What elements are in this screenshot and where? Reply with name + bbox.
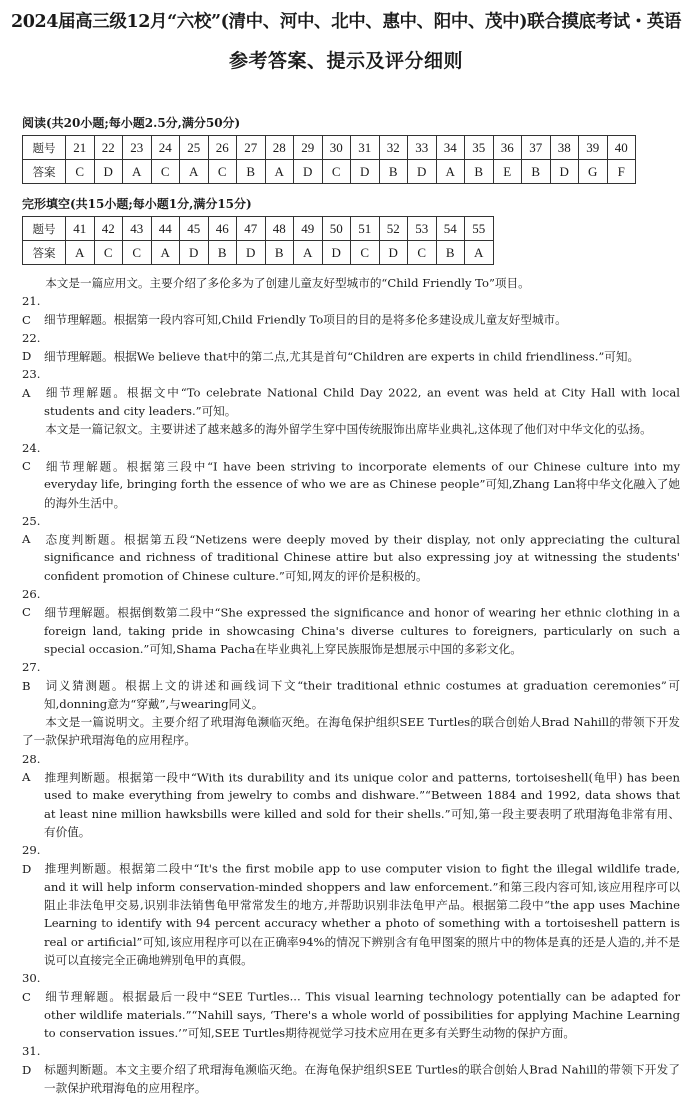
answer-cell: B <box>237 160 266 184</box>
row-label-answer: 答案 <box>23 241 66 265</box>
explanations-body <box>22 274 680 1097</box>
row-label-answer: 答案 <box>23 160 66 184</box>
question-number-cell: 45 <box>180 217 209 241</box>
answer-cell: E <box>493 160 522 184</box>
answer-cell: B <box>208 241 237 265</box>
question-number-cell: 30 <box>322 136 351 160</box>
answer-explanation <box>22 750 680 841</box>
answer-row <box>23 160 636 184</box>
answer-explanation <box>22 512 680 585</box>
question-number-cell: 48 <box>265 217 294 241</box>
answer-number: 22. D <box>22 330 41 364</box>
question-number-cell: 55 <box>465 217 494 241</box>
answer-cell: D <box>180 241 209 265</box>
answer-cell: A <box>151 241 180 265</box>
explanation-text: 细节理解题。根据文中“To celebrate National Child Day 2022, an event was held at City Hall with local students and city leaders.”可知。 <box>44 385 680 419</box>
cloze-section-heading: 完形填空(共15小题;每小题1分,满分15分) <box>22 197 252 211</box>
explanation-text: 细节理解题。根据第一段内容可知,Child Friendly To项目的目的是将多伦多建设成儿童友好型城市。 <box>44 312 567 327</box>
reading-section-heading: 阅读(共20小题;每小题2.5分,满分50分) <box>22 116 241 130</box>
answer-cell: B <box>265 241 294 265</box>
answer-cell: B <box>436 241 465 265</box>
answer-explanation <box>22 1042 680 1097</box>
answer-number: 29. D <box>22 843 41 876</box>
question-number-cell: 47 <box>237 217 266 241</box>
question-number-cell: 29 <box>294 136 323 160</box>
answer-number: 31. D <box>22 1044 41 1077</box>
answer-cell: C <box>94 241 123 265</box>
passage-summary: 本文是一篇说明文。主要介绍了玳瑁海龟濒临灭绝。在海龟保护组织SEE Turtles的联合创始人Brad Nahill的带领下开发了一款保护玳瑁海龟的应用程序。 <box>22 715 680 748</box>
answer-cell: D <box>322 241 351 265</box>
explanation-text: 细节理解题。根据倒数第二段中“She expressed the significance and honor of wearing her ethnic clothing in a foreign land, taking pride in showcasing China's diverse cultures to foreigners, particularly on such a special occasion.”可知,Shama Pacha在毕业典礼上穿民族服饰是想展示中国的多彩文化。 <box>44 605 680 656</box>
reading-answer-table <box>22 135 636 184</box>
question-number-cell: 25 <box>180 136 209 160</box>
question-number-cell: 42 <box>94 217 123 241</box>
answer-number: 24. C <box>22 440 41 473</box>
answer-cell: D <box>379 241 408 265</box>
answer-cell: A <box>123 160 152 184</box>
question-number-cell: 28 <box>265 136 294 160</box>
answer-row <box>23 241 494 265</box>
answer-cell: D <box>294 160 323 184</box>
answer-cell: D <box>351 160 380 184</box>
answer-cell: F <box>607 160 636 184</box>
question-number-cell: 27 <box>237 136 266 160</box>
question-number-cell: 52 <box>379 217 408 241</box>
answer-cell: C <box>408 241 437 265</box>
question-number-cell: 26 <box>208 136 237 160</box>
answer-cell: B <box>379 160 408 184</box>
answer-cell: C <box>351 241 380 265</box>
answer-cell: C <box>151 160 180 184</box>
answer-number: 21. C <box>22 294 41 327</box>
answer-cell: C <box>123 241 152 265</box>
question-number-cell: 54 <box>436 217 465 241</box>
answer-cell: C <box>322 160 351 184</box>
question-number-cell: 39 <box>579 136 608 160</box>
question-number-cell: 50 <box>322 217 351 241</box>
question-number-cell: 51 <box>351 217 380 241</box>
question-number-cell: 35 <box>465 136 494 160</box>
question-number-cell: 31 <box>351 136 380 160</box>
answer-cell: B <box>465 160 494 184</box>
explanation-text: 词义猜测题。根据上文的讲述和画线词下文“their traditional ethnic costumes at graduation ceremonies”可知,donning意为“穿戴”,与wearing同义。 <box>44 678 680 711</box>
answer-cell: C <box>66 160 95 184</box>
answer-cell: A <box>294 241 323 265</box>
answer-cell: A <box>436 160 465 184</box>
question-number-cell: 41 <box>66 217 95 241</box>
answer-explanation <box>22 841 680 969</box>
question-number-cell: 23 <box>123 136 152 160</box>
answer-number: 27. B <box>22 660 41 693</box>
question-number-row <box>23 217 494 241</box>
answer-cell: D <box>237 241 266 265</box>
answer-cell: D <box>94 160 123 184</box>
question-number-cell: 44 <box>151 217 180 241</box>
question-number-cell: 24 <box>151 136 180 160</box>
question-number-cell: 43 <box>123 217 152 241</box>
answer-explanation <box>22 329 680 366</box>
answer-number: 23. A <box>22 367 41 400</box>
answer-number: 28. A <box>22 751 41 785</box>
explanation-text: 细节理解题。根据We believe that中的第二点,尤其是首句“Children are experts in child friendliness.”可知。 <box>44 349 640 364</box>
explanation-text: 细节理解题。根据最后一段中“SEE Turtles... This visual learning technology potentially can be adapted for other wildlife materials.”“Nahill says, ‘There's a whole world of possibilities for applying Machine Learning to conservation issues.’”可知,SEE Turtles期待视觉学习技术应用在更多有关野生动物的保护方面。 <box>44 989 680 1041</box>
cloze-answer-table <box>22 216 494 265</box>
answer-cell: A <box>66 241 95 265</box>
explanation-text: 推理判断题。根据第二段中“It's the first mobile app to use computer vision to fight the illegal wildlife trade, and it will help inform conservation-minded shoppers and law enforcement.”和第三段内容可知,该应用程序可以阻止非法龟甲交易,识别非法销售龟甲常常发生的地方,并帮助识别非法龟甲产品。根据第二段中“the app uses Machine Learning to identify with 94 percent accuracy whether a photo of something with a tortoiseshell pattern is real or artificial”可知,该应用程序可以在正确率94%的情况下辨别含有龟甲图案的照片中的物体是真的还是人造的,并不是说可以直接完全正确地辨别龟甲的真假。 <box>44 861 680 967</box>
answer-explanation <box>22 585 680 658</box>
explanation-text: 标题判断题。本文主要介绍了玳瑁海龟濒临灭绝。在海龟保护组织SEE Turtles的联合创始人Brad Nahill的带领下开发了一款保护玳瑁海龟的应用程序。 <box>44 1062 680 1096</box>
question-number-cell: 32 <box>379 136 408 160</box>
answer-cell: B <box>522 160 551 184</box>
question-number-cell: 40 <box>607 136 636 160</box>
answer-cell: C <box>208 160 237 184</box>
answer-cell: G <box>579 160 608 184</box>
answer-cell: A <box>180 160 209 184</box>
exam-title: 2024届高三级12月“六校”(清中、河中、北中、惠中、阳中、茂中)联合摸底考试・英语 <box>10 12 682 32</box>
explanation-text: 推理判断题。根据第一段中“With its durability and its unique color and patterns, tortoiseshell(龟甲) has been used to make everything from jewelry to combs and dishware.”“Between 1884 and 1992, data shows that at least nine million hawksbills were killed and sold for their shells.”可知,第一段主要表明了玳瑁海龟非常有用、有价值。 <box>44 770 680 839</box>
answer-explanation <box>22 365 680 420</box>
explanation-text: 细节理解题。根据第三段中“I have been striving to incorporate elements of our Chinese culture into my everyday life, bringing forth the essence of who we are as Chinese people”可知,Zhang Lan将中华文化融入了她的海外生活中。 <box>44 458 680 510</box>
question-number-cell: 49 <box>294 217 323 241</box>
answer-cell: D <box>408 160 437 184</box>
answer-cell: A <box>265 160 294 184</box>
question-number-cell: 21 <box>66 136 95 160</box>
row-label-question: 题号 <box>23 136 66 160</box>
question-number-cell: 36 <box>493 136 522 160</box>
question-number-cell: 22 <box>94 136 123 160</box>
answer-number: 25. A <box>22 513 41 547</box>
explanation-text: 态度判断题。根据第五段“Netizens were deeply moved by their display, not only appreciating the cultural significance and richness of traditional Chinese attire but also expressing joy at witnessing the students' confident promotion of Chinese culture.”可知,网友的评价是积极的。 <box>44 532 680 583</box>
passage-summary: 本文是一篇应用文。主要介绍了多伦多为了创建儿童友好型城市的“Child Friendly To”项目。 <box>45 276 530 290</box>
answer-explanation <box>22 292 680 329</box>
answer-number: 26. C <box>22 587 41 620</box>
question-number-cell: 33 <box>408 136 437 160</box>
answer-number: 30. C <box>22 971 41 1004</box>
answer-explanation <box>22 658 680 713</box>
answer-cell: A <box>465 241 494 265</box>
row-label-question: 题号 <box>23 217 66 241</box>
answer-explanation <box>22 969 680 1042</box>
passage-summary: 本文是一篇记叙文。主要讲述了越来越多的海外留学生穿中国传统服饰出席毕业典礼,这体现了他们对中华文化的弘扬。 <box>45 422 652 437</box>
question-number-cell: 46 <box>208 217 237 241</box>
answer-explanation <box>22 439 680 512</box>
question-number-cell: 37 <box>522 136 551 160</box>
question-number-cell: 34 <box>436 136 465 160</box>
question-number-row <box>23 136 636 160</box>
question-number-cell: 53 <box>408 217 437 241</box>
question-number-cell: 38 <box>550 136 579 160</box>
answer-key-subtitle: 参考答案、提示及评分细则 <box>228 50 463 72</box>
answer-cell: D <box>550 160 579 184</box>
